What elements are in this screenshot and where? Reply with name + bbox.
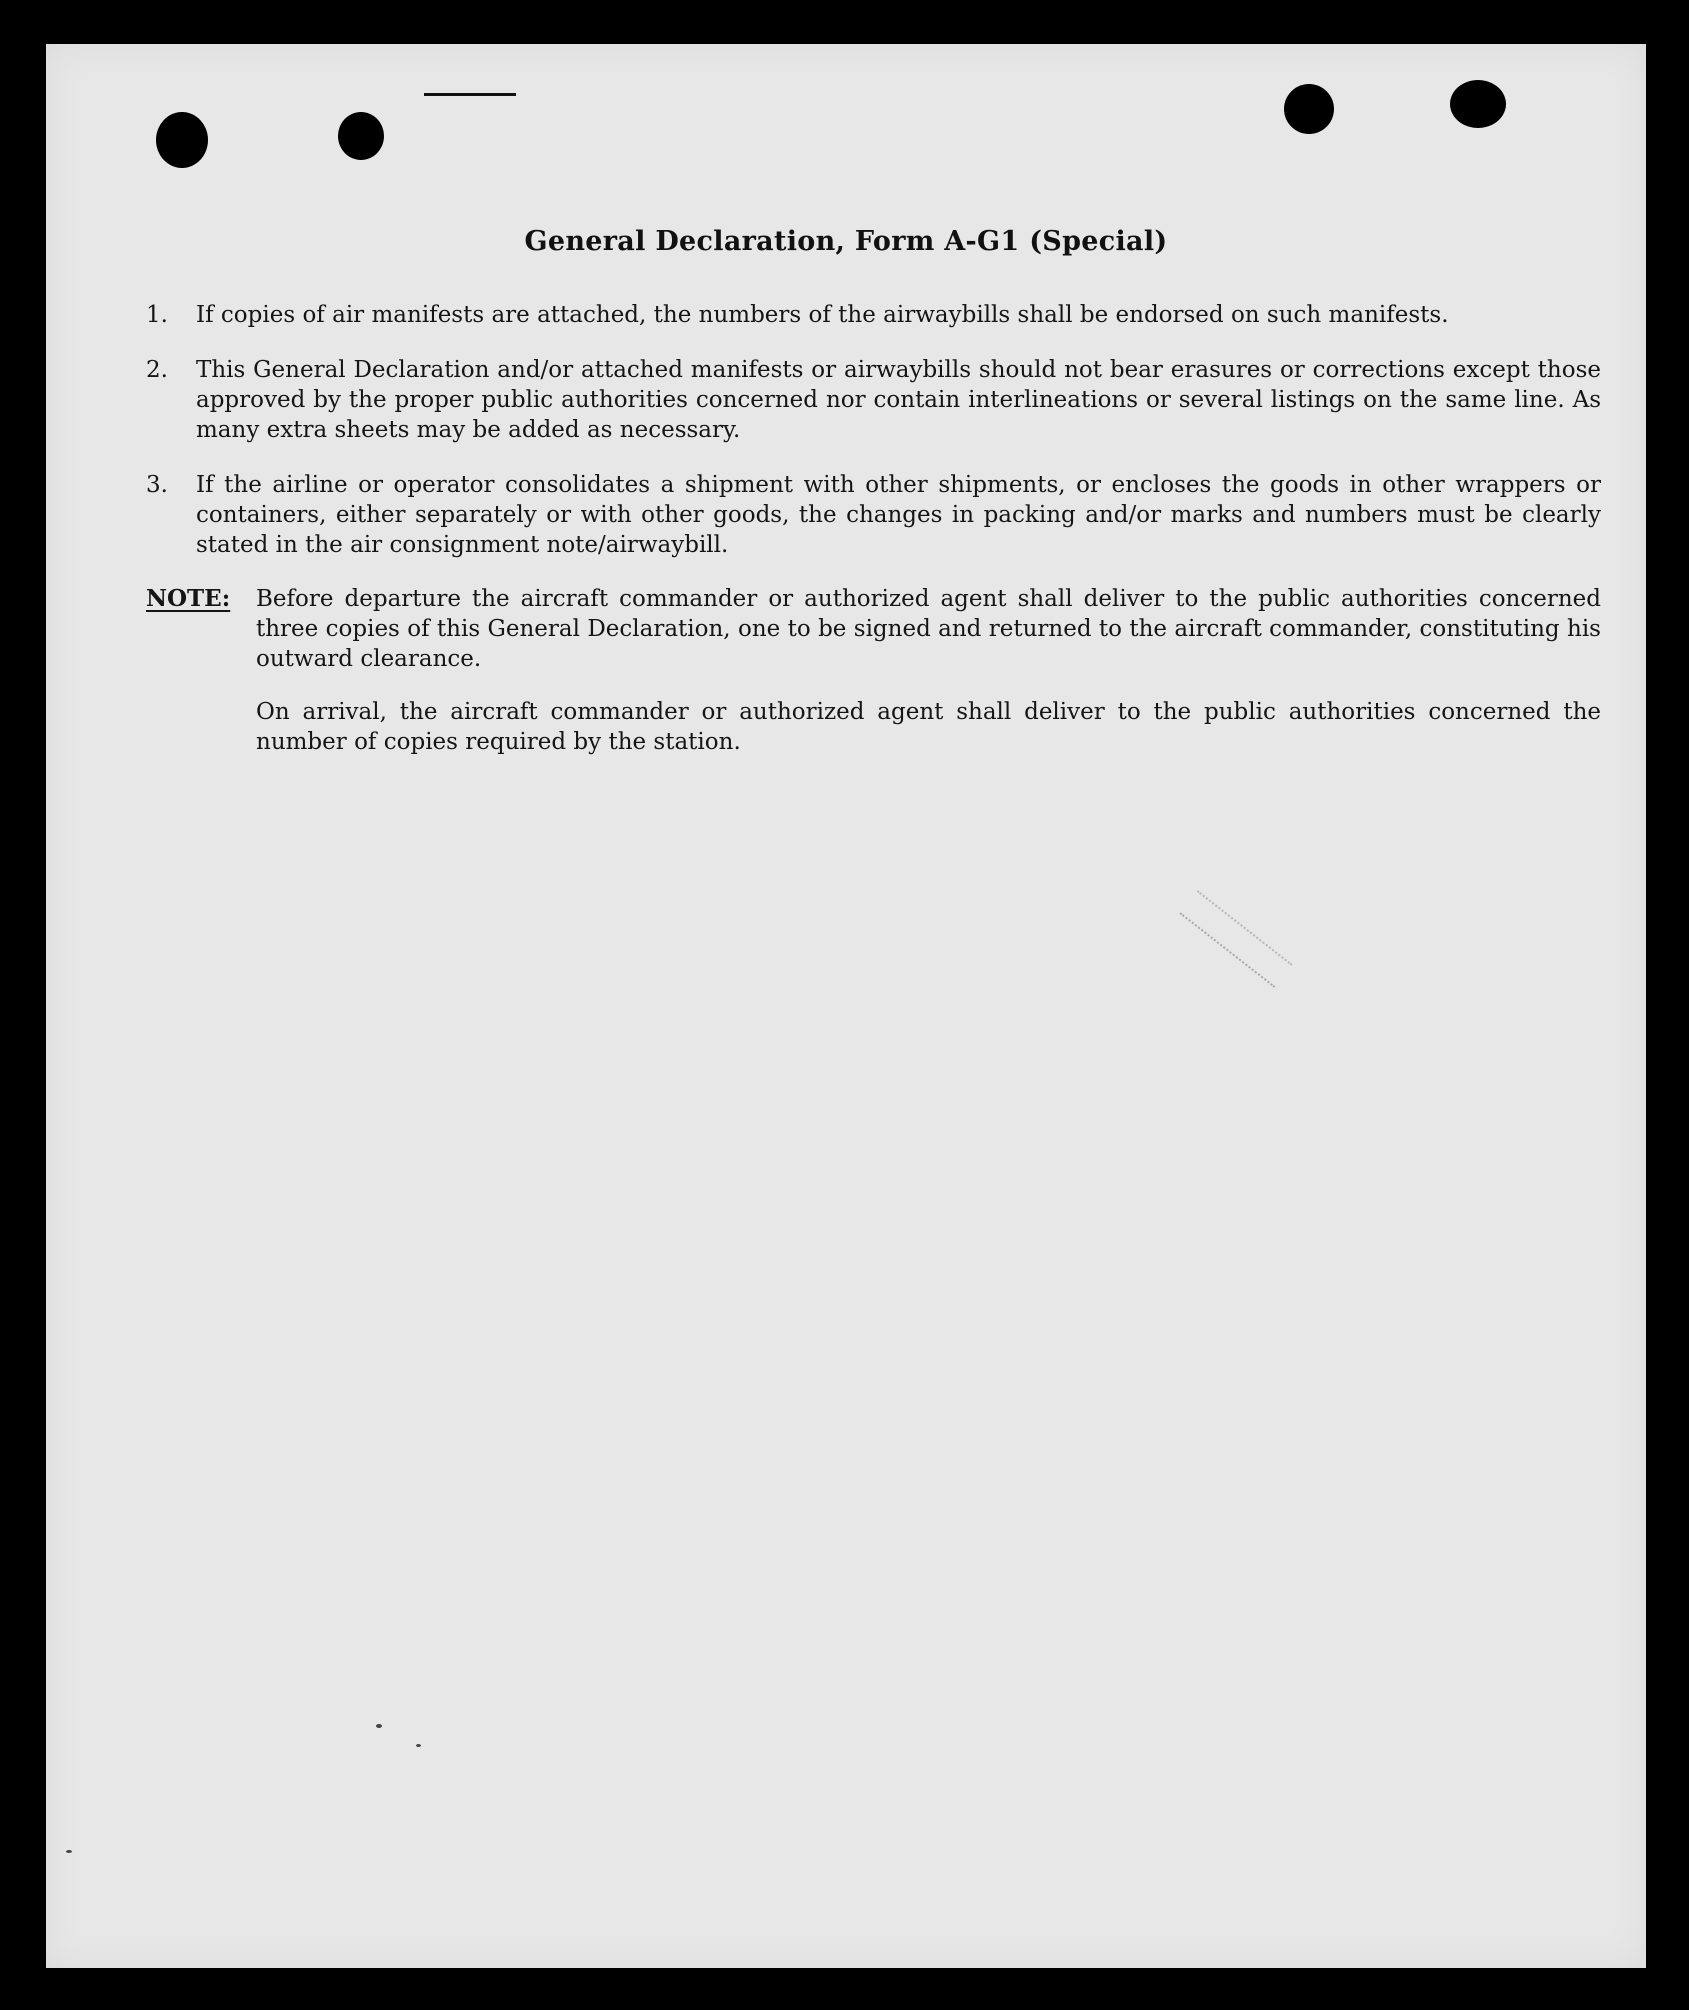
- document-page: [46, 44, 1646, 1968]
- dust-speck: [416, 1744, 421, 1747]
- punch-hole: [1450, 80, 1506, 128]
- punch-hole: [338, 112, 384, 160]
- faint-stamp: [1179, 890, 1292, 988]
- dust-speck: [66, 1850, 72, 1853]
- ink-mark: [424, 93, 516, 96]
- dust-speck: [376, 1724, 382, 1728]
- item-number: 1.: [146, 302, 168, 328]
- punch-hole: [1284, 84, 1334, 134]
- item-number: 2.: [146, 357, 168, 383]
- list-item: [146, 355, 1601, 445]
- note-block: [146, 584, 1601, 674]
- note-label: NOTE:: [146, 585, 231, 612]
- item-text: If the airline or operator consolidates a shipment with other shipments, or encloses the goods in other wrappers or containers, either separately or with other goods, the changes in packing and/or marks and numbers must be clearly stated in the air consignment note/airwaybill.: [196, 472, 1601, 558]
- list-item: [146, 470, 1601, 560]
- punch-hole: [156, 112, 208, 168]
- note-paragraph: Before departure the aircraft commander or authorized agent shall deliver to the public authorities concerned three copies of this General Declaration, one to be signed and returned to the aircraft commander, constituting his outward clearance.: [256, 586, 1601, 672]
- document-title: General Declaration, Form A-G1 (Special): [524, 226, 1168, 257]
- list-item: [146, 300, 1601, 330]
- note-paragraph: On arrival, the aircraft commander or authorized agent shall deliver to the public authorities concerned the number of copies required by the station.: [256, 699, 1601, 755]
- item-number: 3.: [146, 472, 168, 498]
- item-text: This General Declaration and/or attached manifests or airwaybills should not bear erasures or corrections except those approved by the proper public authorities concerned nor contain interlineations or several listings on the same line. As many extra sheets may be added as necessary.: [196, 357, 1601, 443]
- item-text: If copies of air manifests are attached, the numbers of the airwaybills shall be endorsed on such manifests.: [196, 302, 1449, 328]
